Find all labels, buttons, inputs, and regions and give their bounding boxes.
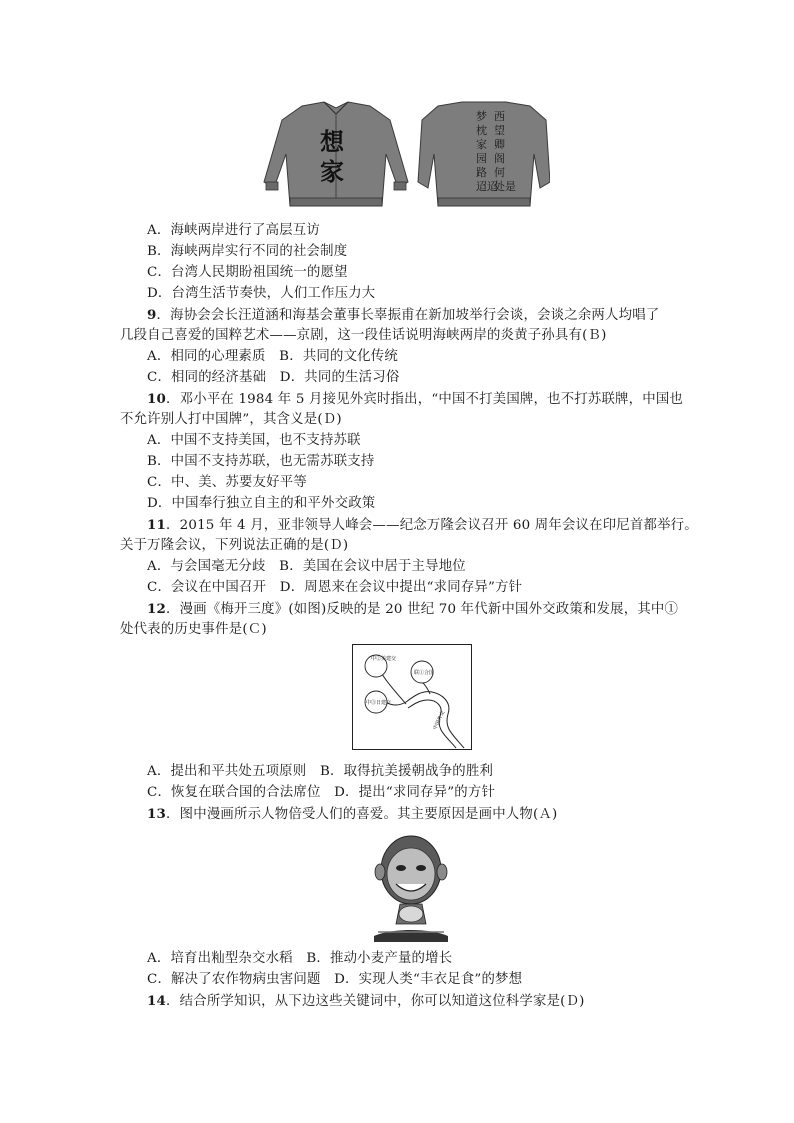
q8-option-b: B．海峡两岸实行不同的社会制度 <box>147 244 348 259</box>
q8-option-d: D．台湾生活节奏快，人们工作压力大 <box>147 286 376 301</box>
svg-text:处是: 处是 <box>494 180 516 193</box>
cartoon-illustration <box>352 644 472 750</box>
jackets-illustration <box>262 98 550 214</box>
svg-text:枕: 枕 <box>476 124 487 137</box>
q10-stem-line2: 不允许别人打中国牌”，其含义是(Ｄ) <box>120 412 342 427</box>
svg-text:何: 何 <box>494 166 505 179</box>
svg-text:家: 家 <box>476 138 487 151</box>
left-jacket-char2: 家 <box>320 157 344 186</box>
svg-text:阁: 阁 <box>494 152 505 165</box>
q11-stem-line1: 11．2015 年 4 月，亚非领导人峰会——纪念万隆会议召开 60 周年会议在印尼首都举行。 <box>147 517 698 533</box>
flower1-label: 中②美建交 <box>371 656 397 662</box>
caricature-illustration <box>372 832 450 942</box>
q10-stem-line1: 10．邓小平在 1984 年 5 月接见外宾时指出，“中国不打美国牌，也不打苏联牌，中国也 <box>147 391 684 407</box>
plum-blossom-cartoon <box>352 644 472 750</box>
q8-option-c: C．台湾人民期盼祖国统一的愿望 <box>147 265 348 280</box>
left-jacket <box>264 102 408 206</box>
q11-stem-line2: 关于万隆会议，下列说法正确的是(Ｄ) <box>120 538 349 553</box>
q13-number: 13 <box>147 806 167 822</box>
q9-options-line2: C．相同的经济基础 D．共同的生活习俗 <box>147 370 400 385</box>
q9-stem-line2: 几段自己喜爱的国粹艺术——京剧，这一段佳话说明海峡两岸的炎黄子孙具有(Ｂ) <box>120 328 607 343</box>
jackets-photo <box>262 98 550 214</box>
svg-text:望: 望 <box>494 124 505 137</box>
flower2-label: 联①合国 <box>414 670 435 676</box>
q8-option-a: A．海峡两岸进行了高层互访 <box>147 223 320 238</box>
svg-text:西: 西 <box>494 110 505 123</box>
q9-options-line1: A．相同的心理素质 B．共同的文化传统 <box>147 349 398 364</box>
right-jacket <box>418 102 550 206</box>
q10-option-c: C．中、美、苏要友好平等 <box>147 475 307 490</box>
svg-text:迢迢: 迢迢 <box>476 180 498 193</box>
q11-options-line1: A．与会国毫无分歧 B．美国在会议中居于主导地位 <box>147 559 466 574</box>
q12-number: 12 <box>147 601 167 617</box>
svg-text:园: 园 <box>476 152 487 165</box>
q10-number: 10 <box>147 391 167 407</box>
q10-option-a: A．中国不支持美国，也不支持苏联 <box>147 433 361 448</box>
scientist-caricature <box>372 832 450 942</box>
q12-stem-line1: 12．漫画《梅开三度》(如图)反映的是 20 世纪 70 年代新中国外交政策和发展，其中① <box>147 601 679 617</box>
q12-stem-line2: 处代表的历史事件是(Ｃ) <box>120 622 267 637</box>
svg-text:路: 路 <box>476 166 487 179</box>
q14-number: 14 <box>147 993 167 1009</box>
q14-stem: 14．结合所学知识，从下边这些关键词中，你可以知道这位科学家是(Ｄ) <box>147 993 585 1009</box>
q10-option-d: D．中国奉行独立自主的和平外交政策 <box>147 496 376 511</box>
q11-number: 11 <box>147 517 167 533</box>
q11-options-line2: C．会议在中国召开 D．周恩来在会议中提出“求同存异”方针 <box>147 580 523 595</box>
q13-options-line2: C．解决了农作物病虫害问题 D．实现人类“丰衣足食”的梦想 <box>147 972 523 987</box>
svg-text:梦: 梦 <box>476 110 487 123</box>
q12-options-line1: A．提出和平共处五项原则 B．取得抗美援朝战争的胜利 <box>147 764 494 779</box>
svg-text:卿: 卿 <box>494 138 505 151</box>
q10-option-b: B．中国不支持苏联，也无需苏联支持 <box>147 454 375 469</box>
trunk-label: 中国外交 <box>432 710 447 731</box>
left-jacket-char1: 想 <box>320 127 344 156</box>
q13-stem: 13．图中漫画所示人物倍受人们的喜爱。其主要原因是画中人物(Ａ) <box>147 806 558 822</box>
q9-number: 9 <box>147 307 157 323</box>
flower3-label: 中③日建交 <box>366 700 392 706</box>
q9-stem-line1: 9．海协会会长汪道涵和海基会董事长辜振甫在新加坡举行会谈，会谈之余两人均唱了 <box>147 307 660 323</box>
q12-options-line2: C．恢复在联合国的合法席位 D．提出“求同存异”的方针 <box>147 785 496 800</box>
q13-options-line1: A．培育出籼型杂交水稻 B．推动小麦产量的增长 <box>147 951 453 966</box>
